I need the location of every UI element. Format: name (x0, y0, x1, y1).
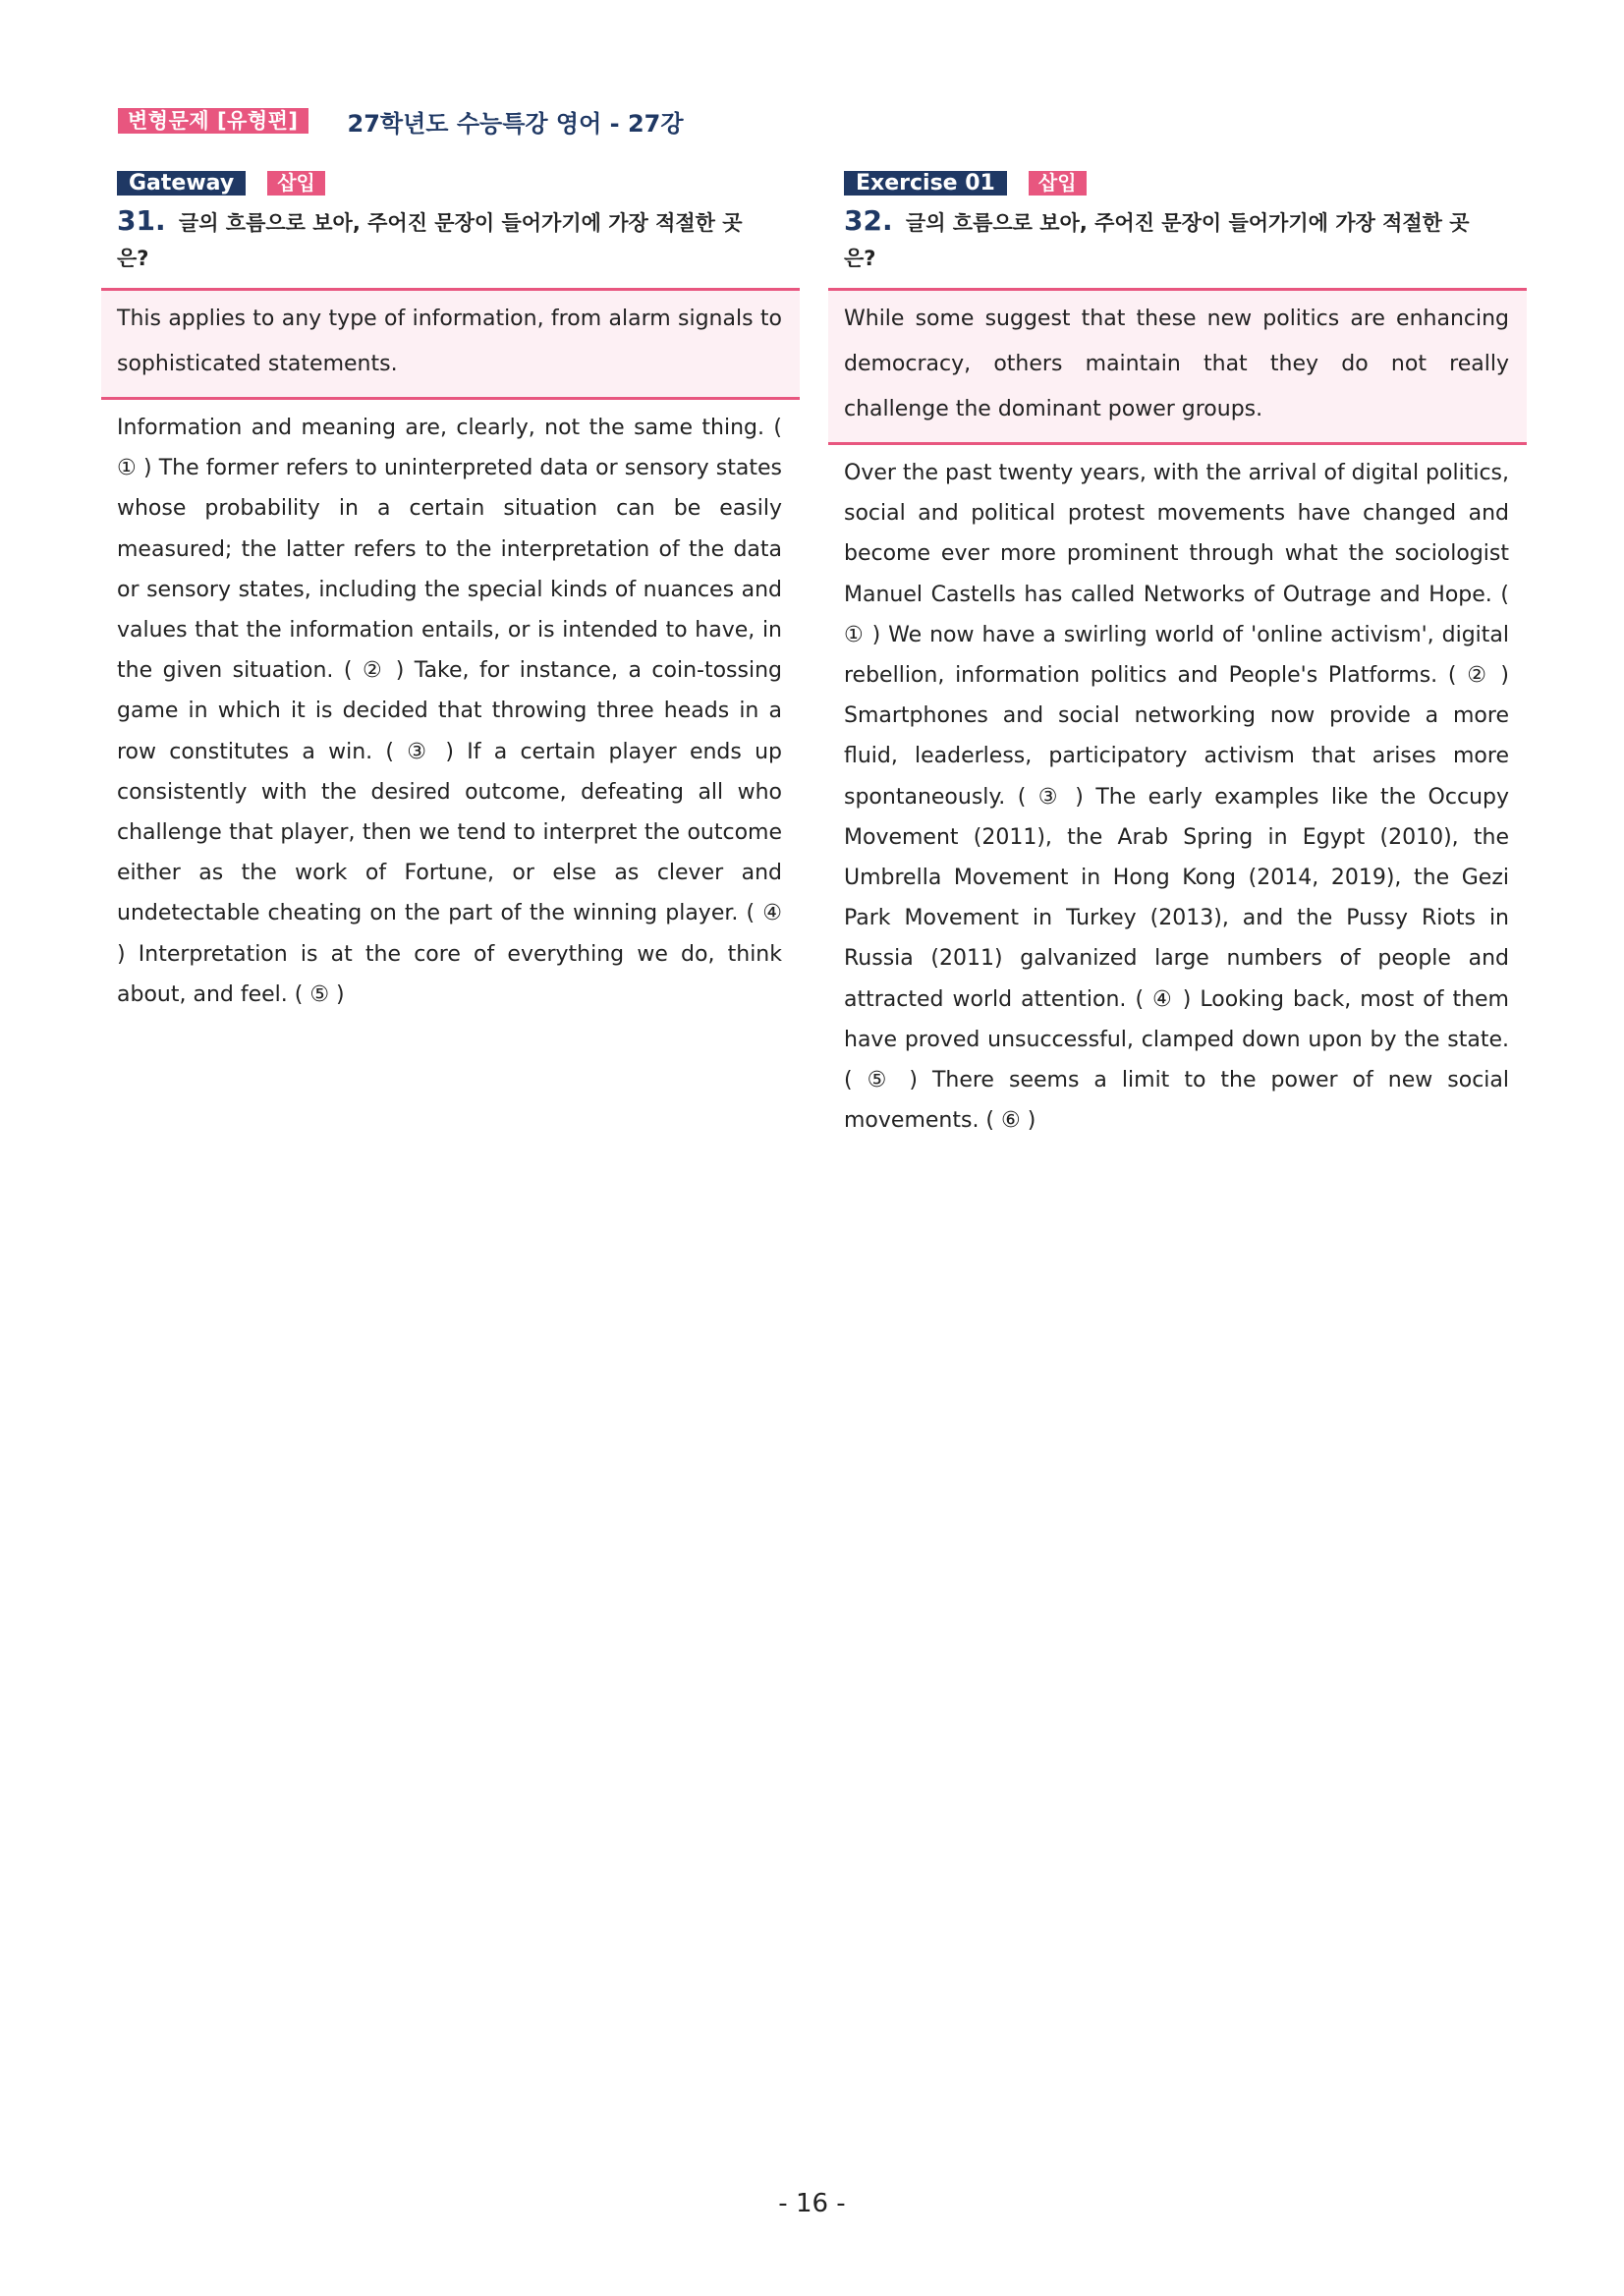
passage-text: Over the past twenty years, with the arrival of digital politics, social and political protest movements have changed and become ever more prominent through what the sociologist Manuel Castells has called Networks of Outrage and Hope. ( ① ) We now have a swirling world of 'online activism', digital rebellion, information politics and People's Platforms. ( ② ) Smartphones and social networking now provide a more fluid, leaderless, participatory activism that arises more spontaneously. ( ③ ) The early examples like the Occupy Movement (2011), the Arab Spring in Egypt (2010), the Umbrella Movement in Hong Kong (2014, 2019), the Gezi Park Movement in Turkey (2013), and the Pussy Riots in Russia (2011) galvanized large numbers of people and attracted world attention. ( ④ ) Looking back, most of them have proved unsuccessful, clamped down upon by the state. ( ⑤ ) There seems a limit to the power of new social movements. ( ⑥ ) (844, 461, 1509, 1134)
given-sentence: This applies to any type of information, from alarm signals to sophisticated statements. (117, 307, 782, 376)
question-number: 32. (844, 204, 893, 237)
page-header (118, 106, 684, 136)
insert-type-tag: 삽입 (1029, 171, 1087, 196)
given-sentence-box (101, 288, 800, 400)
variant-badge: 변형문제 [유형편] (118, 108, 308, 134)
left-tag-row (101, 171, 800, 196)
left-column (101, 171, 800, 1015)
question-text: 글의 흐름으로 보아, 주어진 문장이 들어가기에 가장 적절한 곳은? (844, 211, 1470, 270)
page-number: - 16 - (778, 2189, 846, 2218)
insert-type-tag: 삽입 (267, 171, 325, 196)
given-sentence: While some suggest that these new politics are enhancing democracy, others maintain that they do not really challenge the dominant power groups. (844, 307, 1509, 421)
gateway-tag: Gateway (117, 171, 246, 196)
right-tag-row (828, 171, 1527, 196)
question-number: 31. (117, 204, 166, 237)
question-31 (101, 203, 765, 276)
right-column (828, 171, 1527, 1141)
question-text: 글의 흐름으로 보아, 주어진 문장이 들어가기에 가장 적절한 곳은? (117, 211, 743, 270)
passage-text: Information and meaning are, clearly, not the same thing. ( ① ) The former refers to uninterpreted data or sensory states whose probability in a certain situation can be easily measured; the latter refers to the interpretation of the data or sensory states, including the special kinds of nuances and values that the information entails, or is intended to have, in the given situation. ( ② ) Take, for instance, a coin-tossing game in which it is decided that throwing three heads in a row constitutes a win. ( ③ ) If a certain player ends up consistently with the desired outcome, defeating all who challenge that player, then we tend to interpret the outcome either as the work of Fortune, or else as clever and undetectable cheating on the part of the winning player. ( ④ ) Interpretation is at the core of everything we do, think about, and feel. ( ⑤ ) (117, 416, 782, 1007)
given-sentence-box (828, 288, 1527, 445)
exercise-tag: Exercise 01 (844, 171, 1007, 196)
page-title: 27학년도 수능특강 영어 - 27강 (347, 109, 684, 138)
question-32 (828, 203, 1492, 276)
